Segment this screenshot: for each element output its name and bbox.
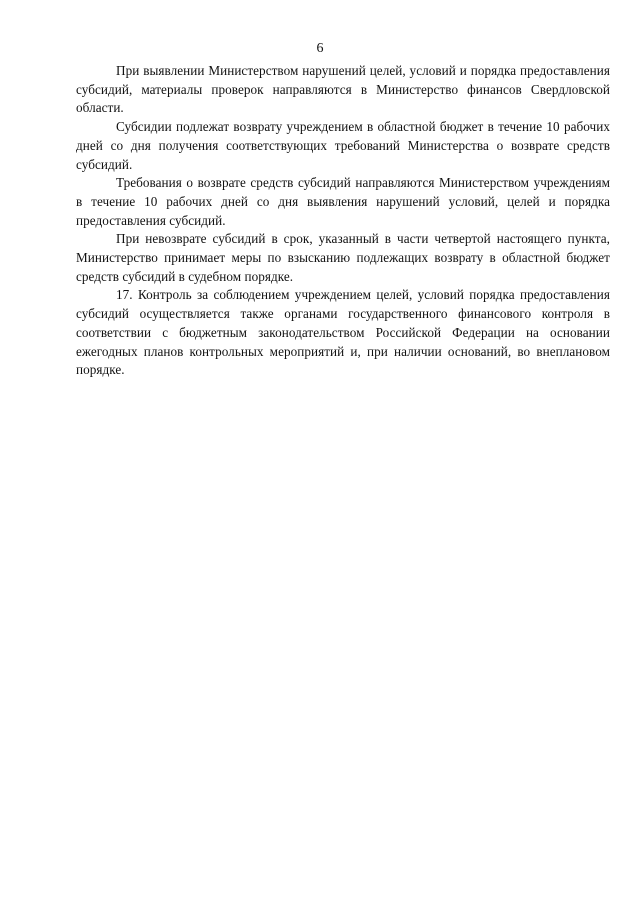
paragraph-return-requirements: Требования о возврате средств субсидий направляются Министерством учреждениям в течение 10 рабочих дней со дня выявления нарушений условий, целей и порядка предоставления субсидий. — [76, 175, 610, 228]
paragraph-item-17-control: 17. Контроль за соблюдением учреждением целей, условий порядка предоставления субсидий осуществляется также органами государственного финансового контроля в соответствии с бюджетным законодательством Российской Федерации на основании ежегодных планов контрольных мероприятий и, при наличии оснований, во внеплановом порядке. — [76, 287, 610, 378]
paragraph-violations-materials: При выявлении Министерством нарушений целей, условий и порядка предоставления субсидий, материалы проверок направляются в Министерство финансов Свердловской области. — [76, 63, 610, 116]
paragraph-subsidy-return: Субсидии подлежат возврату учреждением в областной бюджет в течение 10 рабочих дней со дня получения соответствующих требований Министерства о возврате средств субсидий. — [76, 119, 610, 172]
paragraph-judicial-recovery: При невозврате субсидий в срок, указанный в части четвертой настоящего пункта, Министерство принимает меры по взысканию подлежащих возврату в областной бюджет средств субсидий в судебном порядке. — [76, 231, 610, 284]
document-body — [76, 62, 610, 380]
page-number: 6 — [316, 41, 324, 56]
